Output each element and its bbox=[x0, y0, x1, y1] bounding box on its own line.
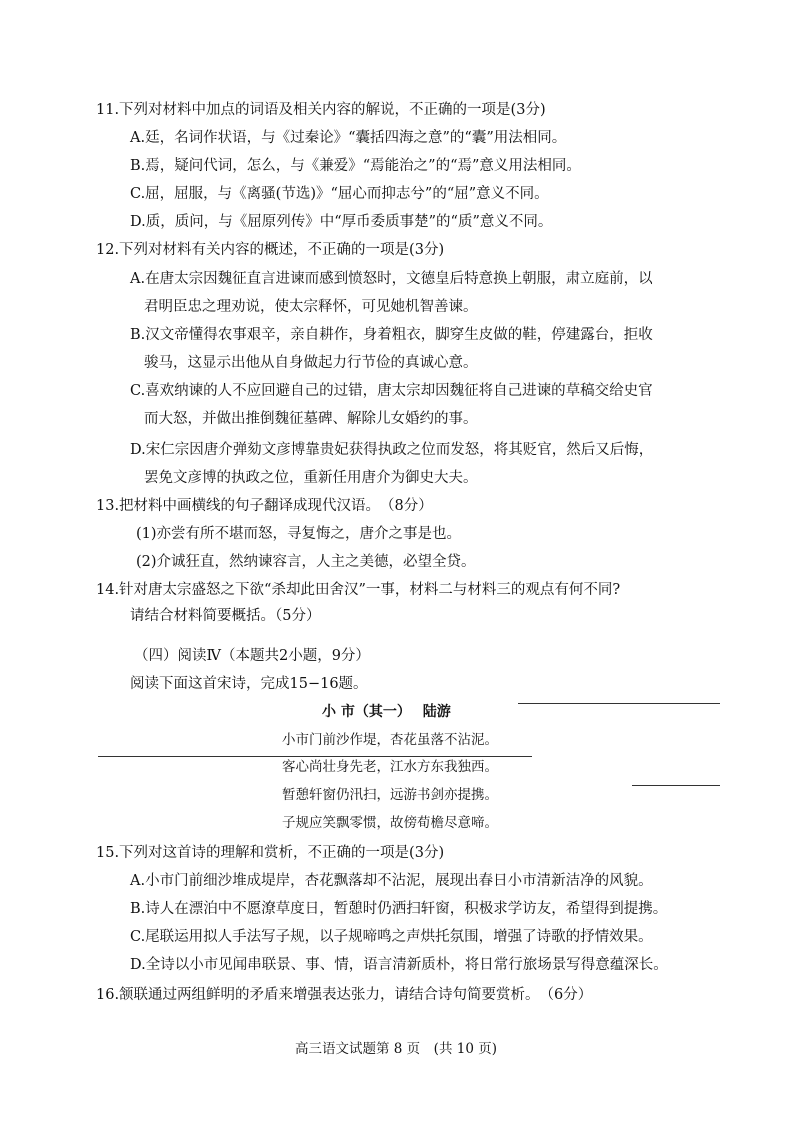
q15-option-b: B.诗人在漂泊中不愿潦草度日，暂憩时仍洒扫轩窗，积极求学访友，希望得到提携。 bbox=[130, 901, 668, 917]
poem-rule-top bbox=[518, 703, 720, 704]
q12-option-b-line2: 骏马，这显示出他从自身做起力行节俭的真诚心意。 bbox=[144, 355, 478, 371]
q15-stem: 15.下列对这首诗的理解和赏析，不正确的一项是(3分) bbox=[96, 845, 445, 861]
q12-option-c-line2: 而大怒，并做出推倒魏征墓碑、解除儿女婚约的事。 bbox=[144, 411, 478, 427]
q15-option-d: D.全诗以小市见闻串联景、事、情，语言清新质朴，将日常行旅场景写得意蕴深长。 bbox=[130, 957, 668, 973]
poem-line: 暂憩轩窗仍汛扫，远游书剑亦提携。 bbox=[282, 787, 498, 803]
q11-option-d: D.质，质问，与《屈原列传》中“厚币委质事楚”的“质”意义不同。 bbox=[130, 214, 553, 230]
poem-line: 子规应笑飘零惯，故傍荀檐尽意啼。 bbox=[282, 815, 498, 831]
q12-option-a-line1: A.在唐太宗因魏征直言进谏而感到愤怒时，文德皇后特意换上朝服，肃立庭前，以 bbox=[130, 271, 653, 287]
q11-option-b: B.焉，疑问代词，怎么，与《兼爱》“焉能治之”的“焉”意义用法相同。 bbox=[130, 158, 581, 174]
q16-stem: 16.颔联通过两组鲜明的矛盾来增强表达张力，请结合诗句简要赏析。 （6分） bbox=[96, 987, 593, 1003]
q12-option-d-line2: 罢免文彦博的执政之位，重新任用唐介为御史大夫。 bbox=[144, 470, 478, 486]
q11-stem: 11.下列对材料中加点的词语及相关内容的解说，不正确的一项是(3分) bbox=[96, 102, 546, 118]
q11-option-a: A.廷，名词作状语，与《过秦论》“囊括四海之意”的“囊”用法相同。 bbox=[130, 130, 567, 146]
page-footer: 高三语文试题第 8 页 (共 10 页) bbox=[295, 1041, 497, 1057]
q15-option-c: C.尾联运用拟人手法写子规，以子规啼鸣之声烘托氛围，增强了诗歌的抒情效果。 bbox=[130, 929, 653, 945]
q12-option-b-line1: B.汉文帝懂得农事艰辛，亲自耕作，身着粗衣，脚穿生皮做的鞋，停建露台，拒收 bbox=[130, 327, 653, 343]
q13-sentence-1: (1)亦尝有所不堪而怒，寻复悔之，唐介之事是也。 bbox=[136, 526, 462, 542]
q12-option-a-line2: 君明臣忠之理劝说，使太宗释怀，可见她机智善谏。 bbox=[144, 299, 478, 315]
poem-title: 小 市（其一） 陆游 bbox=[322, 704, 451, 720]
q15-option-a: A.小市门前细沙堆成堤岸，杏花飘落却不沾泥，展现出春日小市清新洁净的风貌。 bbox=[130, 873, 653, 889]
q12-option-d-line1: D.宋仁宗因唐介弹劾文彦博靠贵妃获得执政之位而发怒，将其贬官，然后又后悔， bbox=[130, 442, 654, 458]
poem-line: 客心尚壮身先老，江水方东我独西。 bbox=[282, 759, 498, 775]
q12-stem: 12.下列对材料有关内容的概述，不正确的一项是(3分) bbox=[96, 242, 445, 258]
q12-option-c-line1: C.喜欢纳谏的人不应回避自己的过错，唐太宗却因魏征将自己进谏的草稿交给史官 bbox=[130, 383, 653, 399]
section-intro: 阅读下面这首宋诗，完成15−16题。 bbox=[130, 676, 368, 692]
q14-stem-line2: 请结合材料简要概括。（5分） bbox=[130, 608, 321, 624]
poem-line: 小市门前沙作堤，杏花虽落不沾泥。 bbox=[282, 732, 498, 748]
q13-stem: 13.把材料中画横线的句子翻译成现代汉语。 （8分） bbox=[96, 498, 433, 514]
q11-option-c: C.屈，屈服，与《离骚(节选)》“屈心而抑志兮”的“屈”意义不同。 bbox=[130, 186, 549, 202]
q14-stem: 14.针对唐太宗盛怒之下欲“杀却此田舍汉”一事，材料二与材料三的观点有何不同? bbox=[96, 582, 621, 598]
poem-rule-right bbox=[632, 785, 720, 786]
q13-sentence-2: (2)介诚狂直，然纳谏容言，人主之美德，必望全贷。 bbox=[136, 554, 476, 570]
section-heading: （四）阅读Ⅳ（本题共2小题，9分） bbox=[134, 648, 370, 664]
